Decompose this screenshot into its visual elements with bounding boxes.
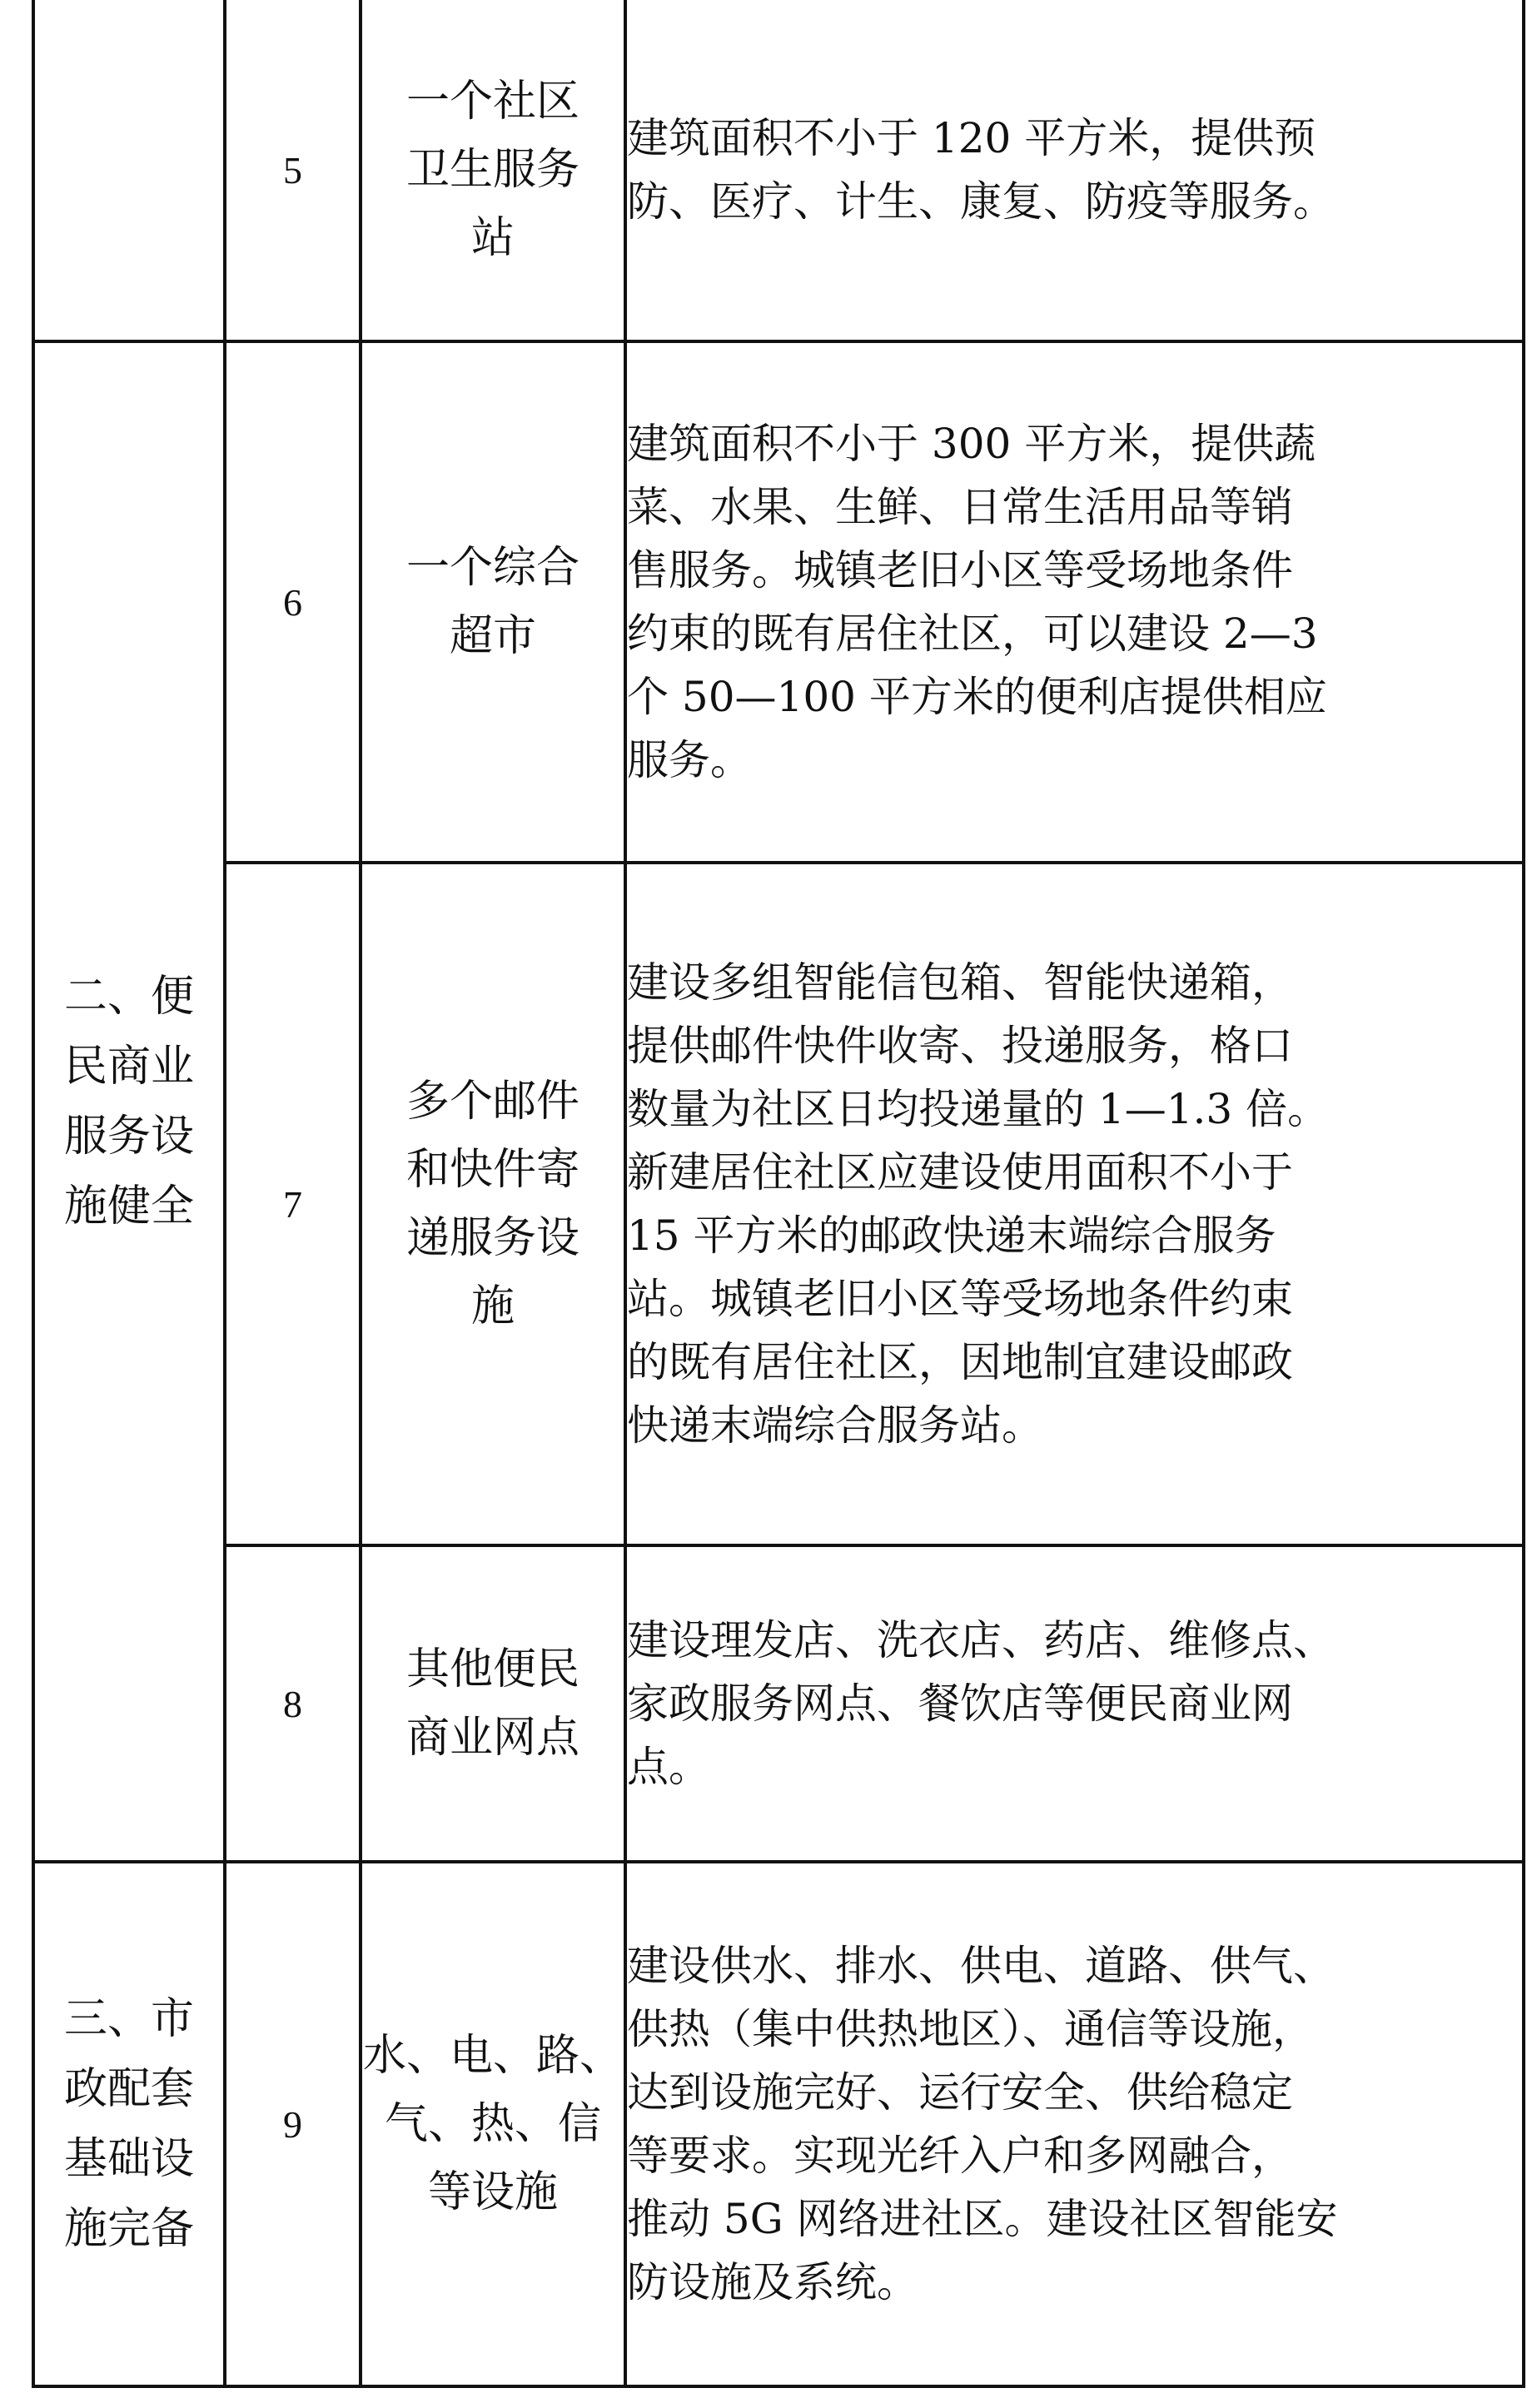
item-description: 建设多组智能信包箱、智能快递箱， 提供邮件快件收寄、投递服务，格口 数量为社区日均投递量的 1—1.3 倍。 新建居住社区应建设使用面积不小于 15 平方米的邮政快递末端综合服务 站。城镇老旧小区等受场地条件约束 的既有居住社区，因地制宜建设邮政 快递末端综合服务站。 [625, 863, 1524, 1545]
table-row [33, 0, 1524, 341]
facility-standards-table [32, 0, 1525, 2388]
item-number: 6 [225, 341, 361, 863]
category-cell: 二、便 民商业 服务设 施健全 [33, 341, 225, 1862]
item-description: 建设理发店、洗衣店、药店、维修点、 家政服务网点、餐饮店等便民商业网 点。 [625, 1545, 1524, 1862]
table-row [33, 1862, 1524, 2386]
item-description: 建筑面积不小于 120 平方米，提供预 防、医疗、计生、康复、防疫等服务。 [625, 0, 1524, 341]
item-number: 8 [225, 1545, 361, 1862]
item-number: 9 [225, 1862, 361, 2386]
item-name: 一个综合 超市 [361, 341, 625, 863]
item-number: 5 [225, 0, 361, 341]
item-description: 建设供水、排水、供电、道路、供气、 供热（集中供热地区）、通信等设施， 达到设施完好、运行安全、供给稳定 等要求。实现光纤入户和多网融合， 推动 5G 网络进社区。建设社区智能安 防设施及系统。 [625, 1862, 1524, 2386]
item-name: 其他便民 商业网点 [361, 1545, 625, 1862]
item-name: 一个社区 卫生服务 站 [361, 0, 625, 341]
item-number: 7 [225, 863, 361, 1545]
item-name: 多个邮件 和快件寄 递服务设 施 [361, 863, 625, 1545]
table-row [33, 863, 1524, 1545]
item-name: 水、电、路、 气、热、信 等设施 [361, 1862, 625, 2386]
category-cell: 三、市 政配套 基础设 施完备 [33, 1862, 225, 2386]
table-row [33, 341, 1524, 863]
item-description: 建筑面积不小于 300 平方米，提供蔬 菜、水果、生鲜、日常生活用品等销 售服务。城镇老旧小区等受场地条件 约束的既有居住社区，可以建设 2—3 个 50—100 平方米的便利店提供相应 服务。 [625, 341, 1524, 863]
table-row [33, 1545, 1524, 1862]
category-cell [33, 0, 225, 341]
